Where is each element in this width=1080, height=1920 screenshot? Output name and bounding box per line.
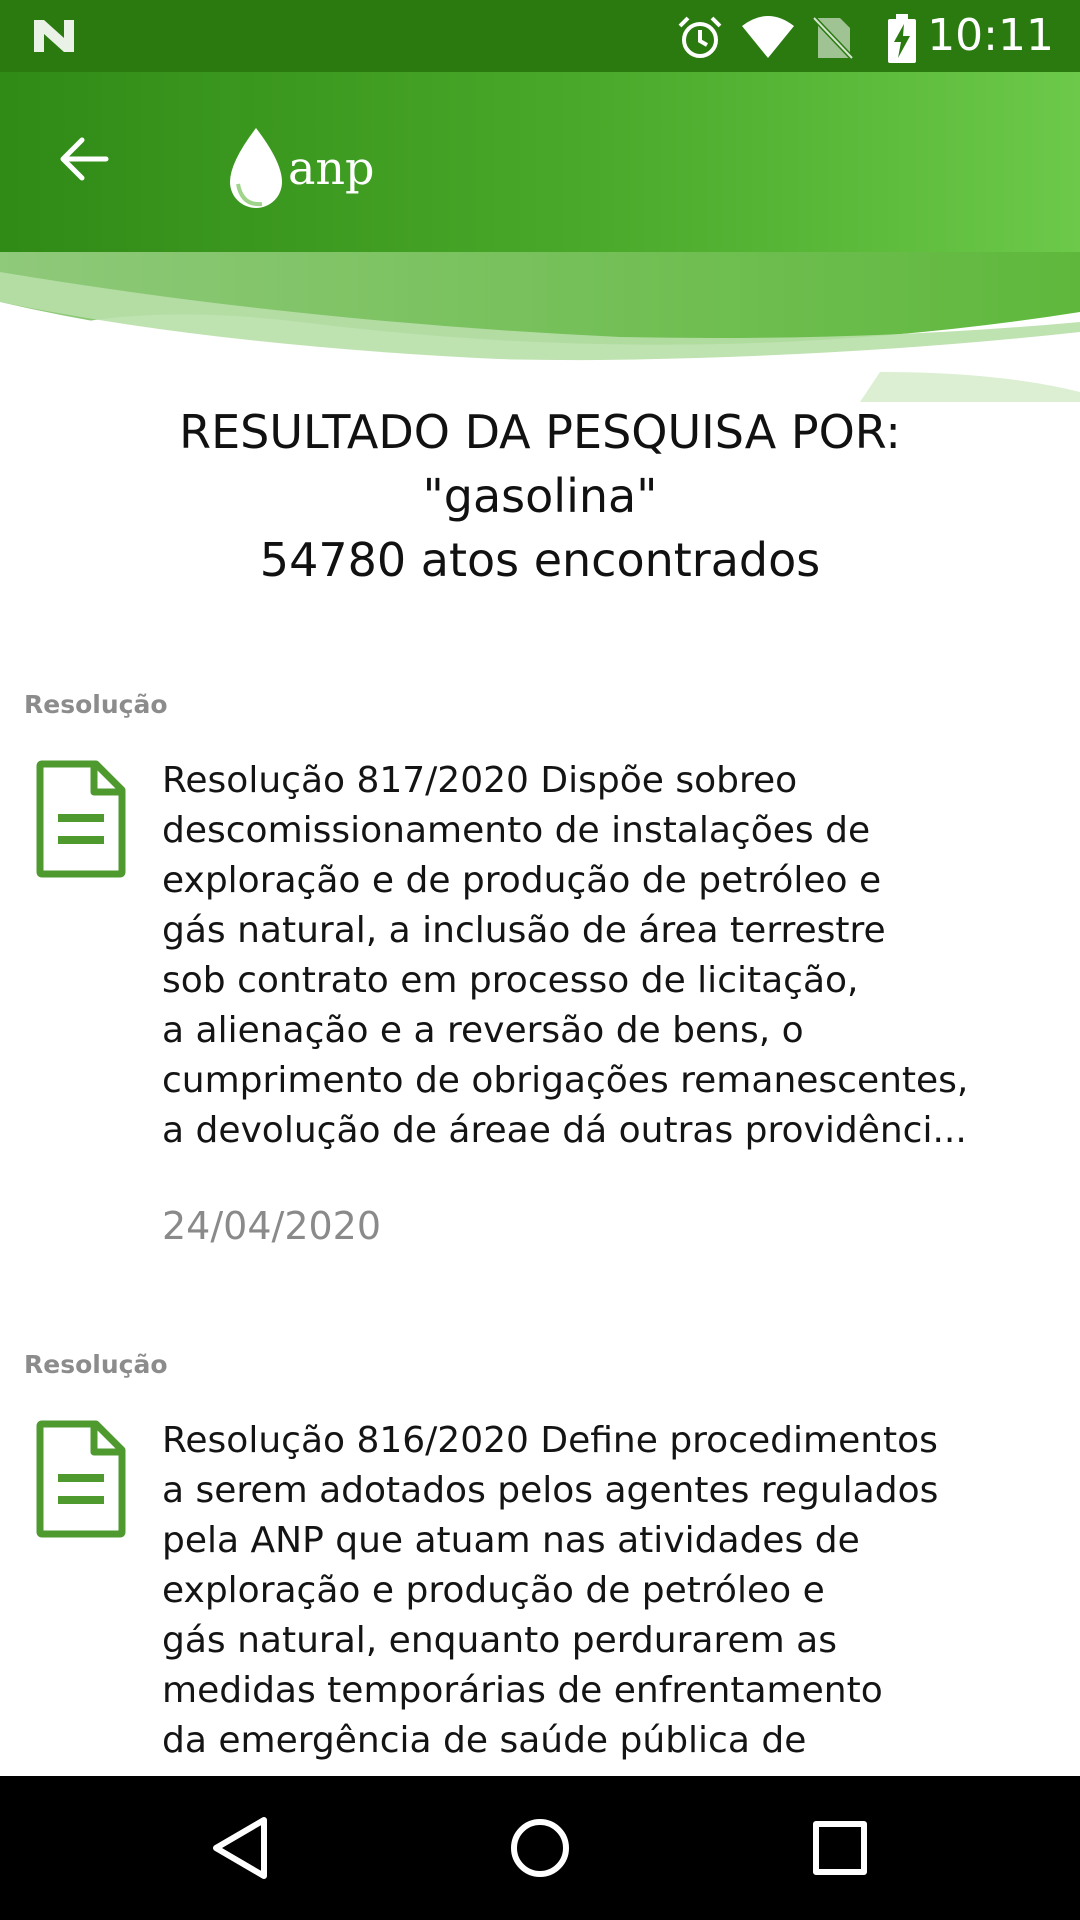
navigation-bar xyxy=(0,1776,1080,1920)
list-item[interactable] xyxy=(0,1350,1080,1780)
results-title: RESULTADO DA PESQUISA POR: xyxy=(179,405,901,459)
alarm-icon xyxy=(676,14,724,62)
battery-charging-icon xyxy=(886,14,918,64)
header-background xyxy=(0,72,1080,402)
nav-recents-icon[interactable] xyxy=(802,1810,878,1886)
notification-n-icon xyxy=(30,16,78,56)
item-date: 24/04/2020 xyxy=(162,1204,382,1248)
anp-logo-drop-icon xyxy=(226,122,406,222)
item-category: Resolução xyxy=(24,1350,168,1379)
nav-home-icon[interactable] xyxy=(502,1810,578,1886)
item-description: Resolução 816/2020 Define procedimentos a serem adotados pelos agentes regulados pela ANP que atuam nas atividades de exploração e produção de petróleo e gás natural, enquanto perdurarem as medidas temporárias de enfrentamento da emergência de saúde pública de xyxy=(162,1420,939,1761)
anp-logo-text: anp xyxy=(288,141,375,195)
results-count: 54780 atos encontrados xyxy=(259,533,821,587)
results-heading xyxy=(0,400,1080,592)
no-sim-icon xyxy=(810,14,856,62)
nav-back-icon[interactable] xyxy=(204,1810,280,1886)
status-bar xyxy=(0,0,1080,72)
anp-logo xyxy=(226,122,406,222)
list-item[interactable] xyxy=(0,690,1080,1250)
wifi-icon xyxy=(740,14,796,60)
back-button[interactable] xyxy=(50,124,120,194)
document-icon xyxy=(36,760,126,878)
item-category: Resolução xyxy=(24,690,168,719)
status-time: 10:11 xyxy=(927,10,1054,61)
search-query: "gasolina" xyxy=(422,469,658,523)
app-header xyxy=(0,72,1080,402)
item-description: Resolução 817/2020 Dispõe sobreo descomissionamento de instalações de exploração e de produção de petróleo e gás natural, a inclusão de área terrestre sob contrato em processo de licitação, a alienação e a reversão de bens, o cumprimento de obrigações remanescentes, a devolução de áreae dá outras providênci... xyxy=(162,760,969,1151)
document-icon xyxy=(36,1420,126,1538)
